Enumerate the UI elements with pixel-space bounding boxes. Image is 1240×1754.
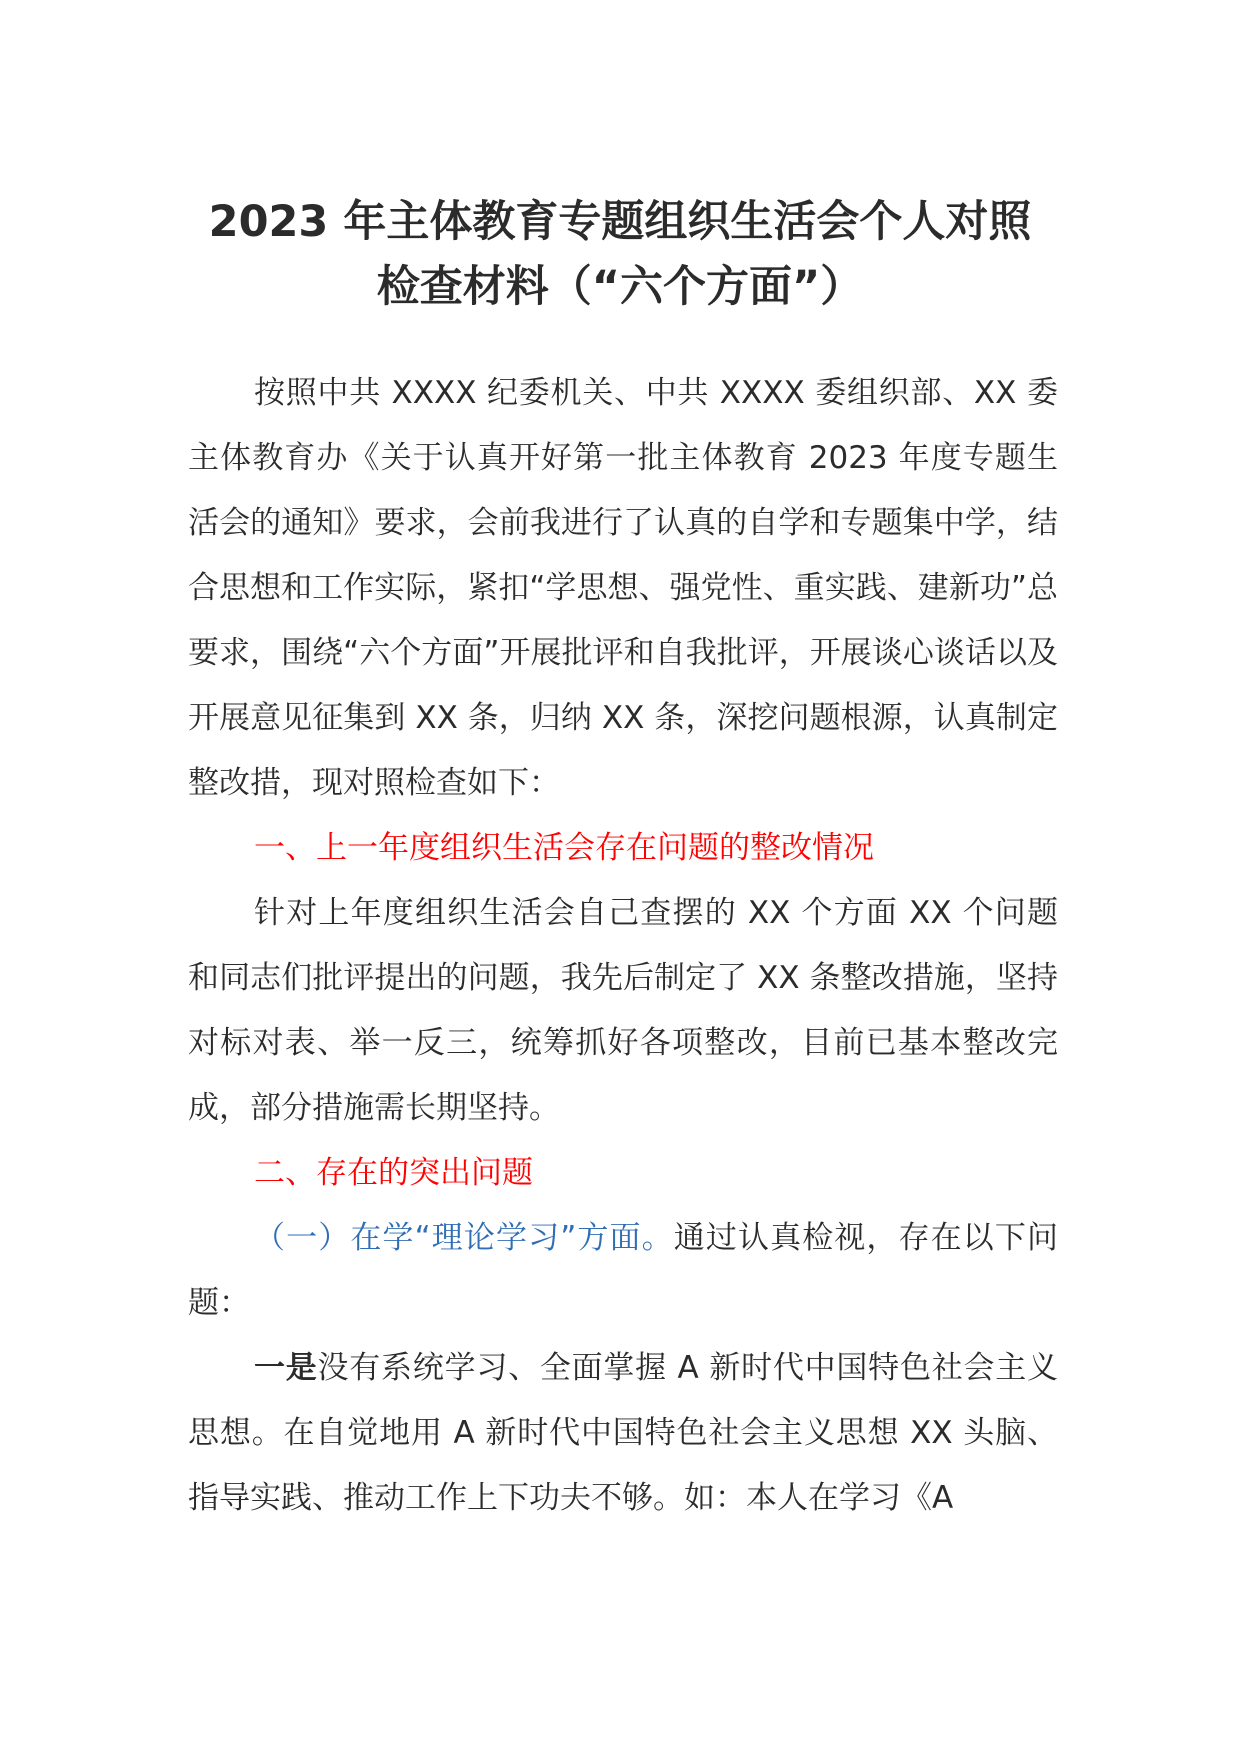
document-title bbox=[150, 190, 1090, 320]
title-line-2: 检查材料（“六个方面”） bbox=[376, 262, 864, 312]
intro-paragraph: 按照中共 XXXX 纪委机关、中共 XXXX 委组织部、XX 委主体教育办《关于认真开好第一批主体教育 2023 年度专题生活会的通知》要求，会前我进行了认真的自学和专题集中学，结合思想和工作实际，紧扣“学思想、强党性、重实践、建新功”总要求，围绕“六个方面”开展批评和自我批评，开展谈心谈话以及开展意见征集到 XX 条，归纳 XX 条，深挖问题根源，认真制定整改措，现对照检查如下： bbox=[188, 375, 1058, 801]
point-1-paragraph bbox=[188, 1336, 1058, 1531]
section-2-heading: 二、存在的突出问题 bbox=[254, 1155, 533, 1191]
subsection-1-heading: （一）在学“理论学习”方面。 bbox=[254, 1220, 674, 1256]
subsection-1-paragraph bbox=[188, 1206, 1058, 1336]
point-1-label: 一是 bbox=[254, 1350, 318, 1386]
section-1-heading: 一、上一年度组织生活会存在问题的整改情况 bbox=[254, 830, 874, 866]
point-1-text: 没有系统学习、全面掌握 A 新时代中国特色社会主义思想。在自觉地用 A 新时代中国特色社会主义思想 XX 头脑、指导实践、推动工作上下功夫不够。如：本人在学习《A bbox=[188, 1350, 1058, 1516]
section-1-paragraph: 针对上年度组织生活会自己查摆的 XX 个方面 XX 个问题和同志们批评提出的问题，我先后制定了 XX 条整改措施，坚持对标对表、举一反三，统筹抓好各项整改，目前已基本整改完成，部分措施需长期坚持。 bbox=[188, 895, 1058, 1126]
document-body bbox=[188, 361, 1058, 1531]
subsection-1-text: 通过认真检视，存在以下问题： bbox=[188, 1220, 1058, 1321]
title-line-1: 2023 年主体教育专题组织生活会个人对照 bbox=[208, 197, 1032, 247]
